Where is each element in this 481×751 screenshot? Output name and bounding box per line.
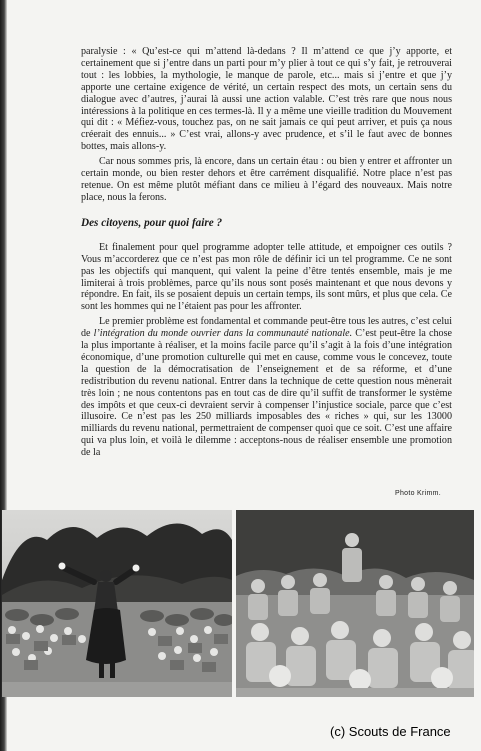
paragraph-3: Et finalement pour quel programme adopter telle attitude, et empoigner ces outils ? Vous m’accorderez que ce n’est pas mon rôle de définir ici un tel programme. Ce ne sont pas les objectifs qui manquent, qui valent la peine d’être tentés ensemble, mais je me limiterai à trois problèmes, parce qu’ils nous sont posés maintenant et que nous devons y répondre. En fait, ils se posaient depuis un certain temps, ils sont mûrs, et plus que cela. Ce sont les hommes qui ne l’étaient pas pour les affronter. [81, 241, 452, 313]
paragraph-4-start: Le premier problème est fondamental et commande peut-être tous les autres, c’est celui de [81, 316, 452, 340]
photo-dance-crowd [2, 510, 232, 697]
paragraph-1: paralysie : « Qu’est-ce qui m’attend là-dedans ? Il m’attend ce que j’y apporte, et certainement que si j’entre dans un parti pour m’y plier à tout ce qui s’y fait, je retrouverai tout : les lobbies, la mythologie, le manque de parole, etc... mais si j’entre et que j’y apporte une certaine exigence de vérité, un certain respect des mots, un certain sens du dialogue avec d’autres, j’aurai là aussi une action valable. C’est très rare que nous nous intéressions à la politique en ces termes-là. Il y a même une vieille tradition du Mouvement qui dit : « Méfiez-vous, touchez pas, on ne sait jamais ce qui peut arriver, et puis ça nous créerait des ennuis... » C’est vrai, allons-y avec prudence, et s’il le faut avec de bonnes bottes, mais allons-y. [81, 46, 452, 153]
article-text-column [81, 46, 452, 459]
copyright-watermark: (c) Scouts de France [330, 724, 451, 739]
paragraph-4-italic: l’intégration du monde ouvrier dans la communauté nationale. [93, 328, 353, 340]
paragraph-2: Car nous sommes pris, là encore, dans un certain étau : ou bien y entrer et affronter un certain monde, ou bien rester dehors et être carrément disqualifié. Notre place n’est pas retenue. On est même plutôt méfiant dans ce milieu à l’égard des nouveaux. Mais notre place, nous la ferons. [81, 156, 452, 203]
section-heading: Des citoyens, pour quoi faire ? [81, 216, 223, 229]
paragraph-4 [81, 316, 452, 459]
photo-seated-group [236, 510, 474, 697]
paragraph-4-end: C’est peut-être la chose la plus importante à réaliser, et la moins facile parce qu’il s’agit à la fois d’une intégration économique, d’une promotion culturelle qui met en cause, comme vous le concevez, toute la question de la démocratisation de l’enseignement et de sa réforme, et d’une redistribution du revenu national. Entrer dans la technique de cette question nous mènerait très loin ; ne nous contentons pas en tout cas de dire qu’il suffit de transformer le système des impôts et que ceux-ci devraient servir à compenser l’injustice sociale, parce que c’est illusoire. Ce n’est pas les 250 milliards imposables des « riches » qui, sur les 13000 milliards du revenu national, permettraient de compenser quoi que ce soit. C’est une affaire qui va plus loin, et voilà le dilemme : acceptons-nous de réaliser ensemble une promotion de la [81, 328, 452, 459]
photo-credit: Photo Krimm. [395, 490, 441, 497]
